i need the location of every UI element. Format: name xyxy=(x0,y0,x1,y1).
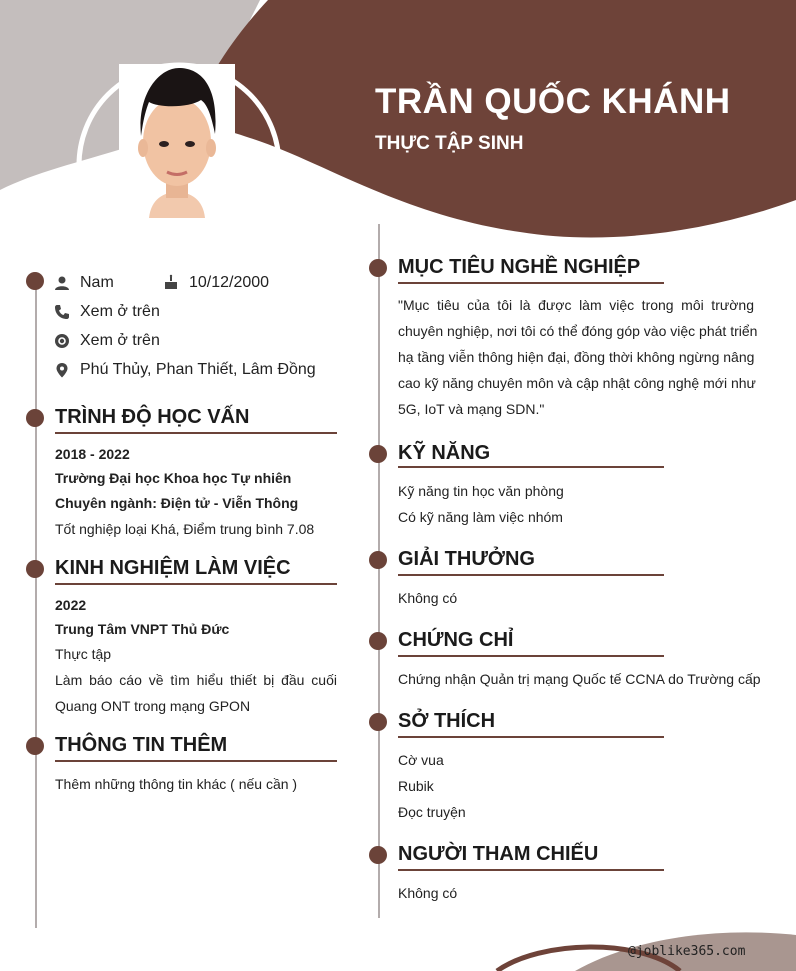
education-result: Tốt nghiệp loại Khá, Điểm trung bình 7.08 xyxy=(55,521,315,537)
education-heading: TRÌNH ĐỘ HỌC VẤN xyxy=(55,406,250,428)
objective-line-4: cao kỹ năng chuyên môn và cập nhật công nghệ mới như xyxy=(398,375,756,391)
objective-line-5: 5G, IoT và mạng SDN." xyxy=(398,401,545,417)
cake-icon xyxy=(163,274,179,290)
objective-line-2: chuyên nghiệp, nơi tôi có thể đóng góp vào việc phát triển xyxy=(398,323,758,339)
objective-underline xyxy=(398,282,664,284)
experience-position: Thực tập xyxy=(55,646,112,662)
location-pin-icon xyxy=(54,362,70,378)
extra-dot xyxy=(26,737,44,755)
avatar xyxy=(119,64,235,218)
extra-underline xyxy=(55,760,337,762)
certificates-text: Chứng nhận Quản trị mạng Quốc tế CCNA do Trường cấp xyxy=(398,671,761,687)
certificates-dot xyxy=(369,632,387,650)
experience-dot xyxy=(26,560,44,578)
watermark: @joblike365.com xyxy=(628,944,746,959)
skill-item-2: Có kỹ năng làm việc nhóm xyxy=(398,509,563,525)
experience-heading: KINH NGHIỆM LÀM VIỆC xyxy=(55,557,291,579)
skills-underline xyxy=(398,466,664,468)
awards-text: Không có xyxy=(398,590,458,606)
birthday-value: 10/12/2000 xyxy=(189,274,270,291)
skill-item-1: Kỹ năng tin học văn phòng xyxy=(398,483,564,499)
education-school: Trường Đại học Khoa học Tự nhiên xyxy=(55,470,292,486)
experience-year: 2022 xyxy=(55,597,87,613)
skills-dot xyxy=(369,445,387,463)
certificates-underline xyxy=(398,655,664,657)
candidate-name: TRẦN QUỐC KHÁNH xyxy=(375,82,731,121)
awards-heading: GIẢI THƯỞNG xyxy=(398,548,535,570)
email-value: Xem ở trên xyxy=(80,332,160,349)
email-icon xyxy=(54,333,70,349)
address-value: Phú Thủy, Phan Thiết, Lâm Đồng xyxy=(80,361,316,378)
extra-heading: THÔNG TIN THÊM xyxy=(55,734,228,756)
skills-heading: KỸ NĂNG xyxy=(398,442,491,464)
phone-icon xyxy=(54,304,70,320)
references-text: Không có xyxy=(398,885,458,901)
experience-description-line2: Quang ONT trong mạng GPON xyxy=(55,698,251,714)
hobby-item-2: Rubik xyxy=(398,778,434,794)
hobbies-heading: SỞ THÍCH xyxy=(398,710,496,732)
hobby-item-1: Cờ vua xyxy=(398,752,444,768)
gender-value: Nam xyxy=(80,274,114,291)
objective-line-1: "Mục tiêu của tôi là được làm việc trong môi trường xyxy=(398,297,754,313)
person-icon xyxy=(54,275,70,291)
extra-text: Thêm những thông tin khác ( nếu cần ) xyxy=(55,776,298,792)
objective-heading: MỤC TIÊU NGHỀ NGHIỆP xyxy=(398,256,641,278)
experience-description-line1: Làm báo cáo về tìm hiểu thiết bị đầu cuối xyxy=(55,672,337,688)
awards-dot xyxy=(369,551,387,569)
education-dot xyxy=(26,409,44,427)
objective-dot xyxy=(369,259,387,277)
candidate-role: THỰC TẬP SINH xyxy=(375,133,524,154)
references-underline xyxy=(398,869,664,871)
hobby-item-3: Đọc truyện xyxy=(398,804,466,820)
objective-line-3: hạ tầng viễn thông hiện đại, đồng thời không ngừng nâng xyxy=(398,349,755,365)
hobbies-dot xyxy=(369,713,387,731)
hobbies-underline xyxy=(398,736,664,738)
phone-value: Xem ở trên xyxy=(80,303,160,320)
personal-dot xyxy=(26,272,44,290)
education-period: 2018 - 2022 xyxy=(55,446,130,462)
certificates-heading: CHỨNG CHỈ xyxy=(398,629,514,651)
references-heading: NGƯỜI THAM CHIẾU xyxy=(398,843,599,865)
awards-underline xyxy=(398,574,664,576)
education-underline xyxy=(55,432,337,434)
experience-underline xyxy=(55,583,337,585)
education-major: Chuyên ngành: Điện tử - Viễn Thông xyxy=(55,495,299,511)
references-dot xyxy=(369,846,387,864)
experience-company: Trung Tâm VNPT Thủ Đức xyxy=(55,621,230,637)
